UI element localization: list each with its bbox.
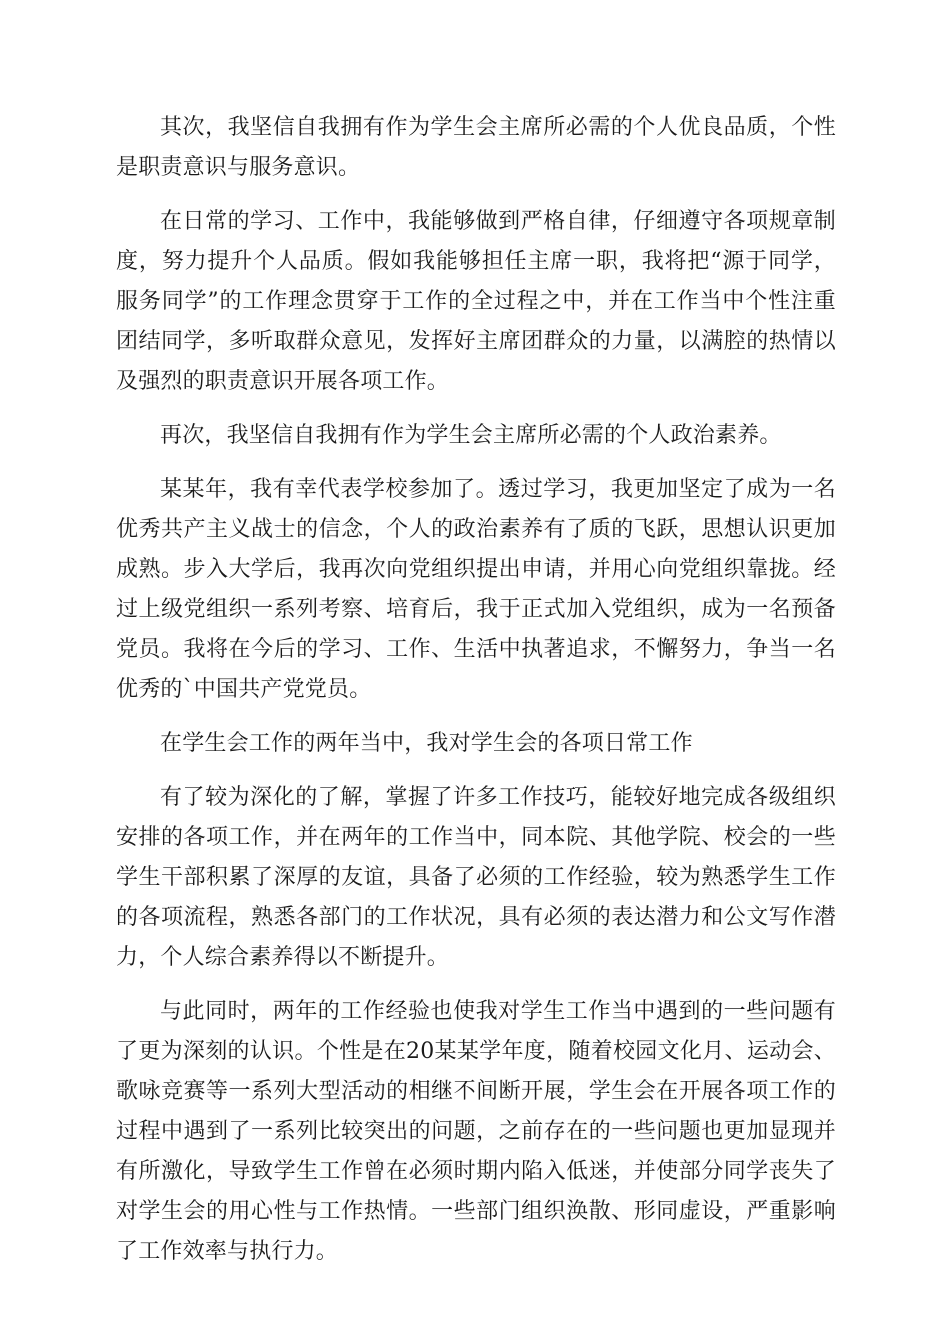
paragraph-party: 某某年，我有幸代表学校参加了。透过学习，我更加坚定了成为一名优秀共产主义战士的信念，个人的政治素养有了质的飞跃，思想认识更加成熟。步入大学后，我再次向党组织提出申请，并用心向党组织靠拢。经过上级党组织一系列考察、培育后，我于正式加入党组织，成为一名预备党员。我将在今后的学习、工作、生活中执著追求，不懈努力，争当一名优秀的`中国共产党党员。 [116, 477, 836, 702]
document-body [116, 108, 836, 1286]
paragraph-problems: 与此同时，两年的工作经验也使我对学生工作当中遇到的一些问题有了更为深刻的认识。个性是在20某某学年度，随着校园文化月、运动会、歌咏竞赛等一系列大型活动的相继不间断开展，学生会在开展各项工作的过程中遇到了一系列比较突出的问题，之前存在的一些问题也更加显现并有所激化，导致学生工作曾在必须时期内陷入低迷，并使部分同学丧失了对学生会的用心性与工作热情。一些部门组织涣散、形同虚设，严重影响了工作效率与执行力。 [116, 999, 836, 1264]
paragraph-qualities: 其次，我坚信自我拥有作为学生会主席所必需的个人优良品质，个性是职责意识与服务意识。 [116, 115, 836, 180]
paragraph-political: 再次，我坚信自我拥有作为学生会主席所必需的个人政治素养。 [160, 423, 782, 448]
paragraph-experience: 有了较为深化的了解，掌握了许多工作技巧，能较好地完成各级组织安排的各项工作，并在两年的工作当中，同本院、其他学院、校会的一些学生干部积累了深厚的友谊，具备了必须的工作经验，较为熟悉学生工作的各项流程，熟悉各部门的工作状况，具有必须的表达潜力和公文写作潜力，个人综合素养得以不断提升。 [116, 785, 836, 970]
paragraph-daily-work: 在日常的学习、工作中，我能够做到严格自律，仔细遵守各项规章制度，努力提升个人品质。假如我能够担任主席一职，我将把“源于同学，服务同学”的工作理念贯穿于工作的全过程之中，并在工作当中个性注重团结同学，多听取群众意见，发挥好主席团群众的力量，以满腔的热情以及强烈的职责意识开展各项工作。 [116, 209, 836, 394]
paragraph-two-years: 在学生会工作的两年当中，我对学生会的各项日常工作 [160, 731, 693, 756]
